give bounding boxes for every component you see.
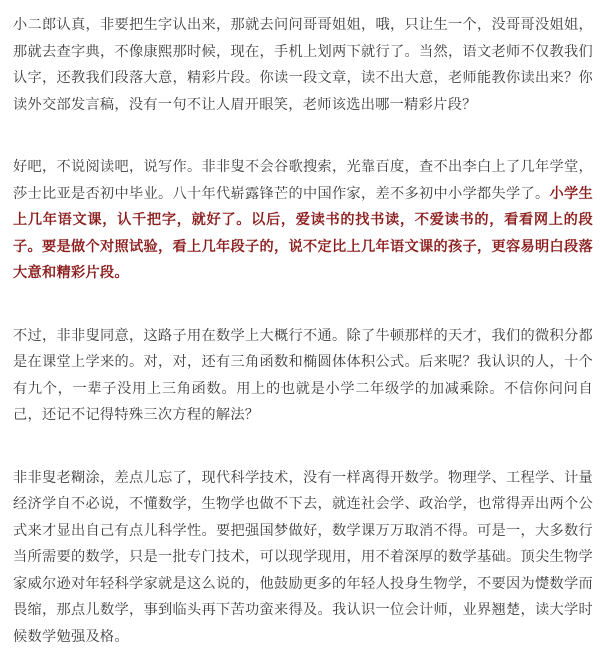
paragraph-2-text: 好吧，不说阅读吧，说写作。非非叟不会谷歌搜索，光靠百度，查不出李白上了几年学堂，莎士比亚是否初中毕业。八十年代崭露锋芒的中国作家，差不多初中小学都失学了。: [13, 159, 593, 202]
paragraph-2: [13, 154, 593, 287]
paragraph-4: [13, 465, 593, 651]
paragraph-3: [13, 323, 593, 429]
paragraph-1: [13, 12, 593, 118]
paragraph-4-text: 非非叟老糊涂，差点儿忘了，现代科学技术，没有一样离得开数学。物理学、工程学、计量经济学自不必说，不懂数学，生物学也做不下去，就连社会学、政治学，也常得弄出两个公式来才显出自己有点儿科学性。要把强国梦做好，数学课万万取消不得。可是一，大多数行当所需要的数学，只是一批专门技术，可以现学现用，用不着深厚的数学基础。顶尖生物学家威尔逊对年轻科学家就是这么说的，他鼓励更多的年轻人投身生物学，不要因为憷数学而畏缩，那点儿数学，事到临头再下苦功蛮来得及。我认识一位会计师，业界翘楚，读大学时候数学勉强及格。: [13, 469, 593, 645]
paragraph-2-highlight: 小学生上几年语文课，认千把字，就好了。以后，爱读书的找书读，不爱读书的，看看网上的段子。要是做个对照试验，看上几年段子的，说不定比上几年语文课的孩子，更容易明白段落大意和精彩片段。: [13, 185, 593, 281]
paragraph-3-text: 不过，非非叟同意，这路子用在数学上大概行不通。除了牛顿那样的天才，我们的微积分都是在课堂上学来的。对，对，还有三角函数和椭圆体体积公式。后来呢？我认识的人，十个有九个，一辈子没用上三角函数。用上的也就是小学二年级学的加减乘除。不信你问问自己，还记不记得特殊三次方程的解法？: [13, 327, 593, 423]
paragraph-1-text: 小二郎认真，非要把生字认出来，那就去问问哥哥姐姐，哦，只让生一个，没哥哥没姐姐，那就去查字典，不像康熙那时候，现在，手机上划两下就行了。当然，语文老师不仅教我们认字，还教我们段落大意，精彩片段。你读一段文章，读不出大意，老师能教你读出来？你读外交部发言稿，没有一句不让人眉开眼笑，老师该选出哪一精彩片段？: [13, 17, 593, 113]
